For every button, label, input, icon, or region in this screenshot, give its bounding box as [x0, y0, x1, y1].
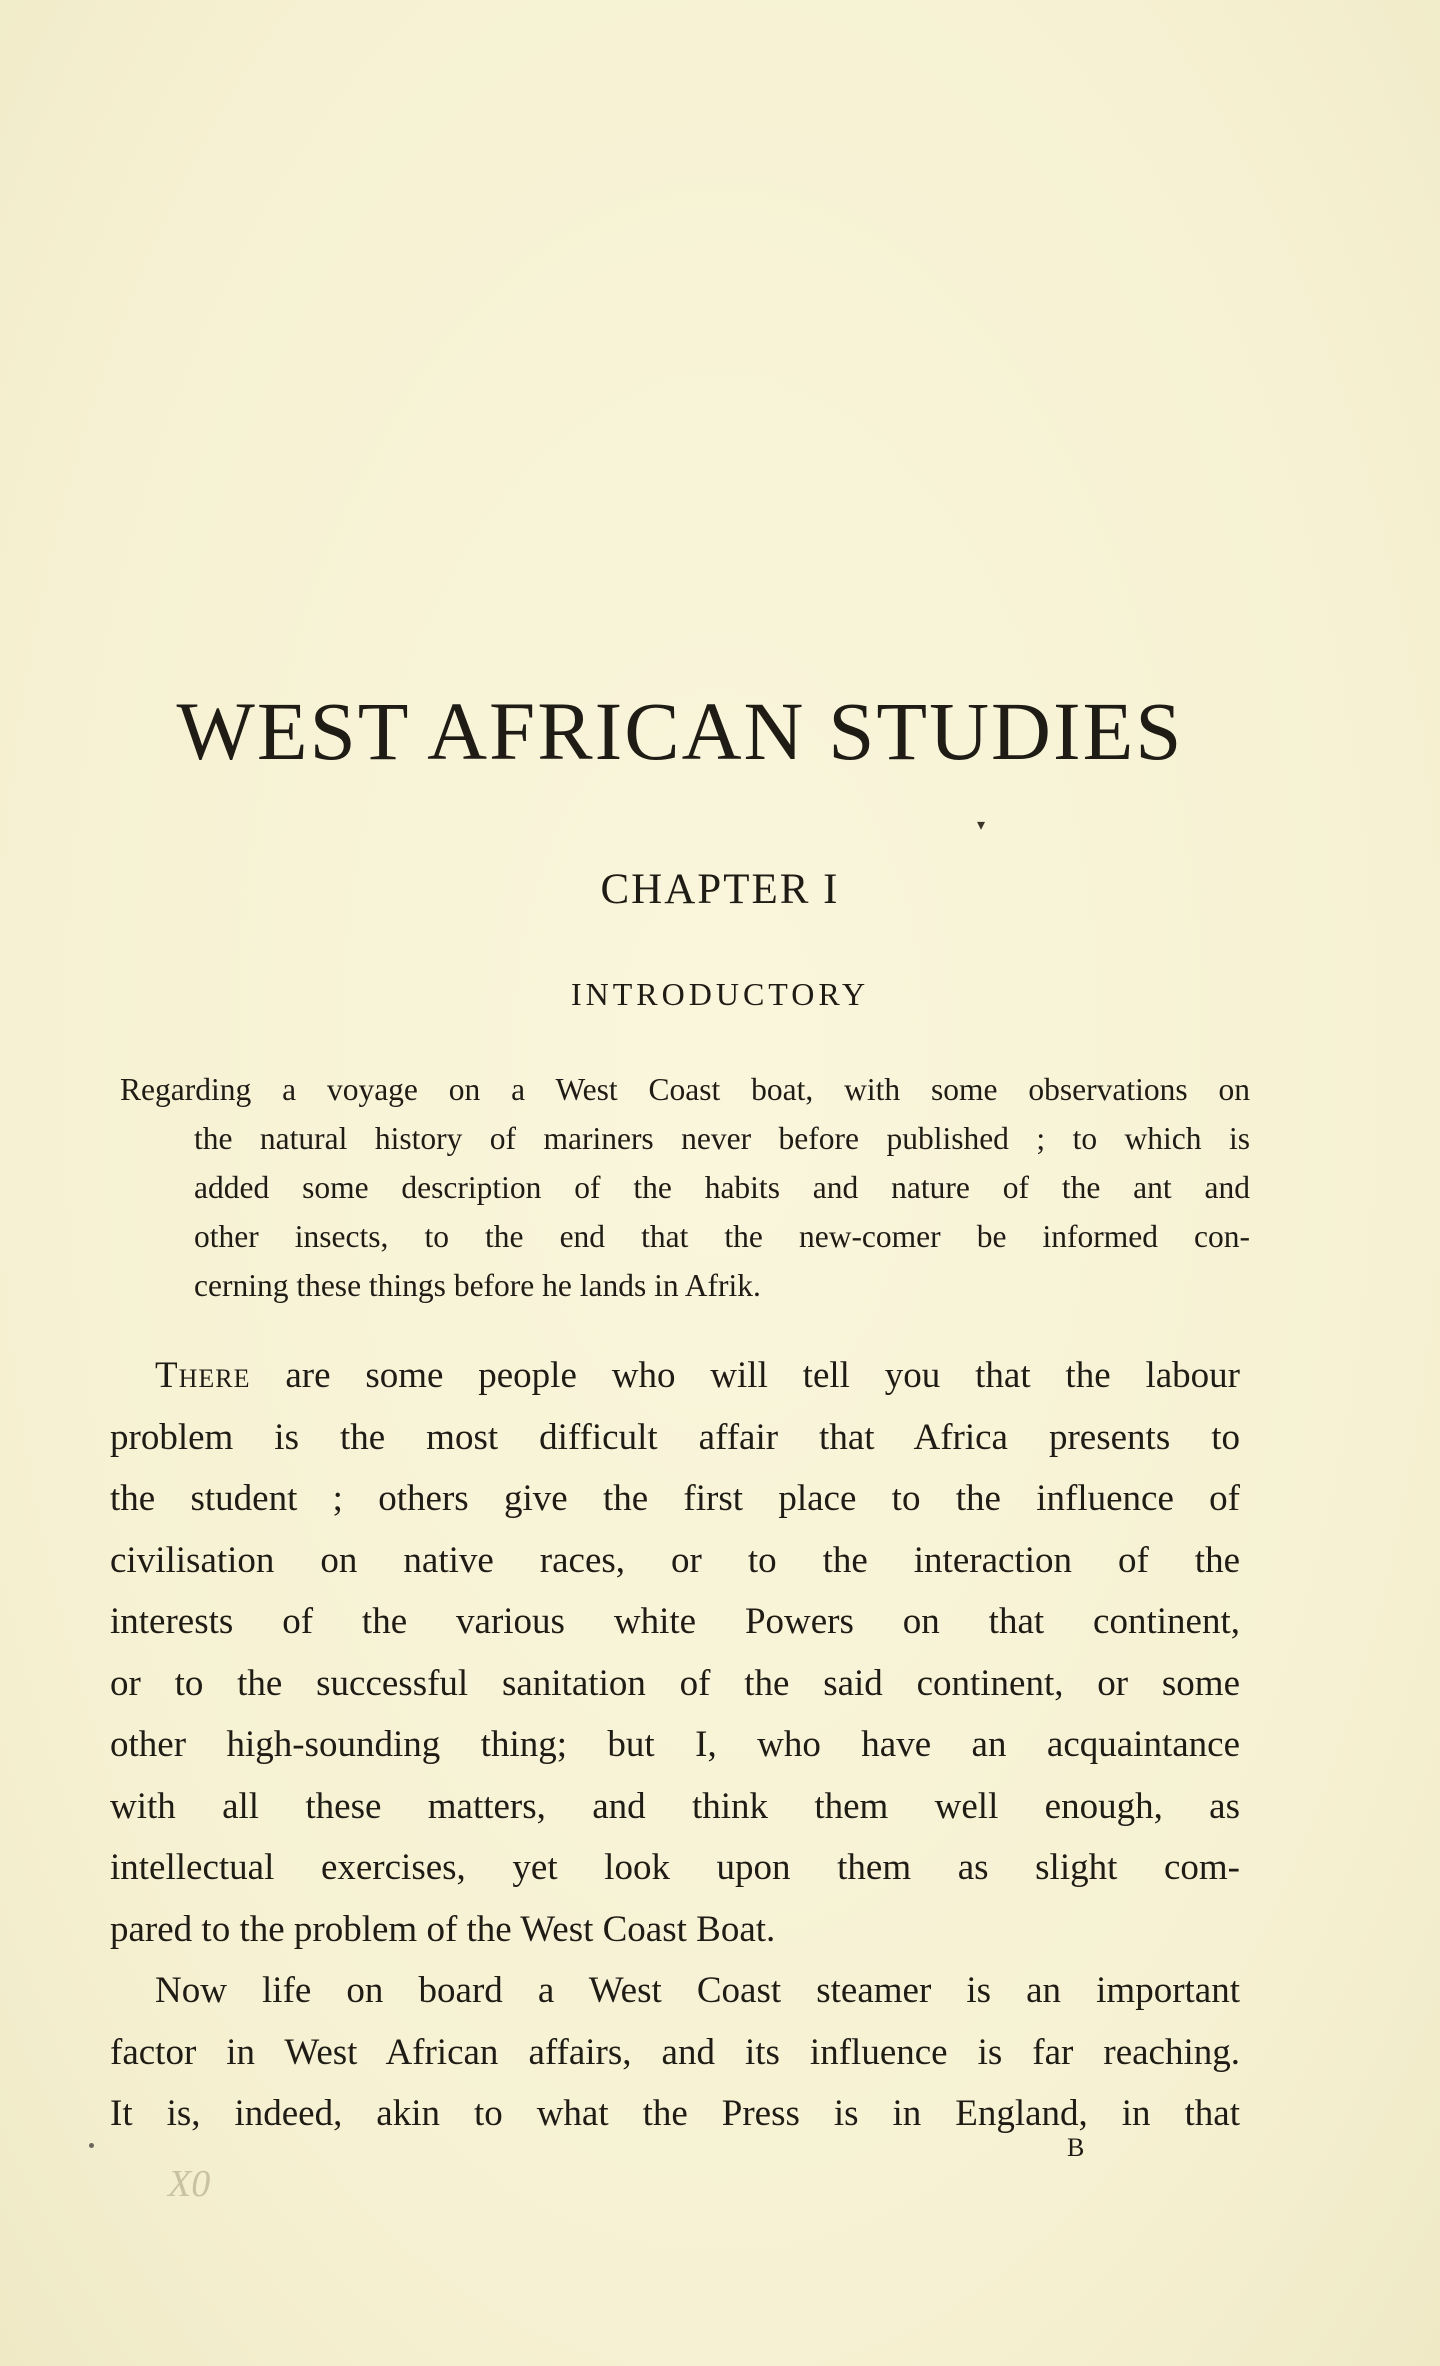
- ornament-mark: ▾: [977, 817, 986, 834]
- paragraph-line: civilisation on native races, or to the interaction of the: [110, 1539, 1240, 1581]
- summary-line: cerning these things before he lands in Afrik.: [194, 1268, 761, 1303]
- paragraph-line: It is, indeed, akin to what the Press is in England, in that: [110, 2093, 1240, 2134]
- paragraph-line: pared to the problem of the West Coast Boat.: [110, 1908, 776, 1950]
- paragraph-line: intellectual exercises, yet look upon them as slight com-: [110, 1847, 1240, 1888]
- signature-mark: B: [1067, 2133, 1085, 2162]
- summary-line: other insects, to the end that the new-comer be informed con-: [194, 1219, 1250, 1254]
- paragraph-line: the student ; others give the first place to the influence of: [110, 1478, 1240, 1519]
- paragraph-line: with all these matters, and think them well enough, as: [110, 1785, 1240, 1827]
- library-mark: X0: [168, 2163, 211, 2205]
- paragraph-line: other high-sounding thing; but I, who have an acquaintance: [110, 1724, 1240, 1765]
- paragraph-line: problem is the most difficult affair that Africa presents to: [110, 1416, 1240, 1458]
- paragraph-line: Now life on board a West Coast steamer is an important: [155, 1970, 1240, 2011]
- paragraph-line: factor in West African affairs, and its influence is far reaching.: [110, 2031, 1240, 2073]
- paragraph-line: or to the successful sanitation of the said continent, or some: [110, 1662, 1240, 1704]
- drop-word: There: [155, 1355, 251, 1396]
- body-text: [110, 1345, 1240, 2145]
- summary-line: Regarding a voyage on a West Coast boat, with some observations on: [120, 1072, 1250, 1107]
- summary-line: added some description of the habits and nature of the ant and: [194, 1170, 1250, 1205]
- chapter-summary: [120, 1065, 1250, 1310]
- first-line-rest: are some people who will tell you that the labour: [250, 1355, 1240, 1396]
- summary-line: the natural history of mariners never before published ; to which is: [194, 1121, 1250, 1156]
- paragraph-first-line: [110, 1345, 1240, 1407]
- chapter-title: INTRODUCTORY: [570, 976, 870, 1012]
- chapter-heading: CHAPTER I: [600, 866, 840, 913]
- paragraph-line: interests of the various white Powers on that continent,: [110, 1601, 1240, 1642]
- margin-dot: [89, 2143, 94, 2148]
- book-title: WEST AFRICAN STUDIES: [176, 685, 1184, 777]
